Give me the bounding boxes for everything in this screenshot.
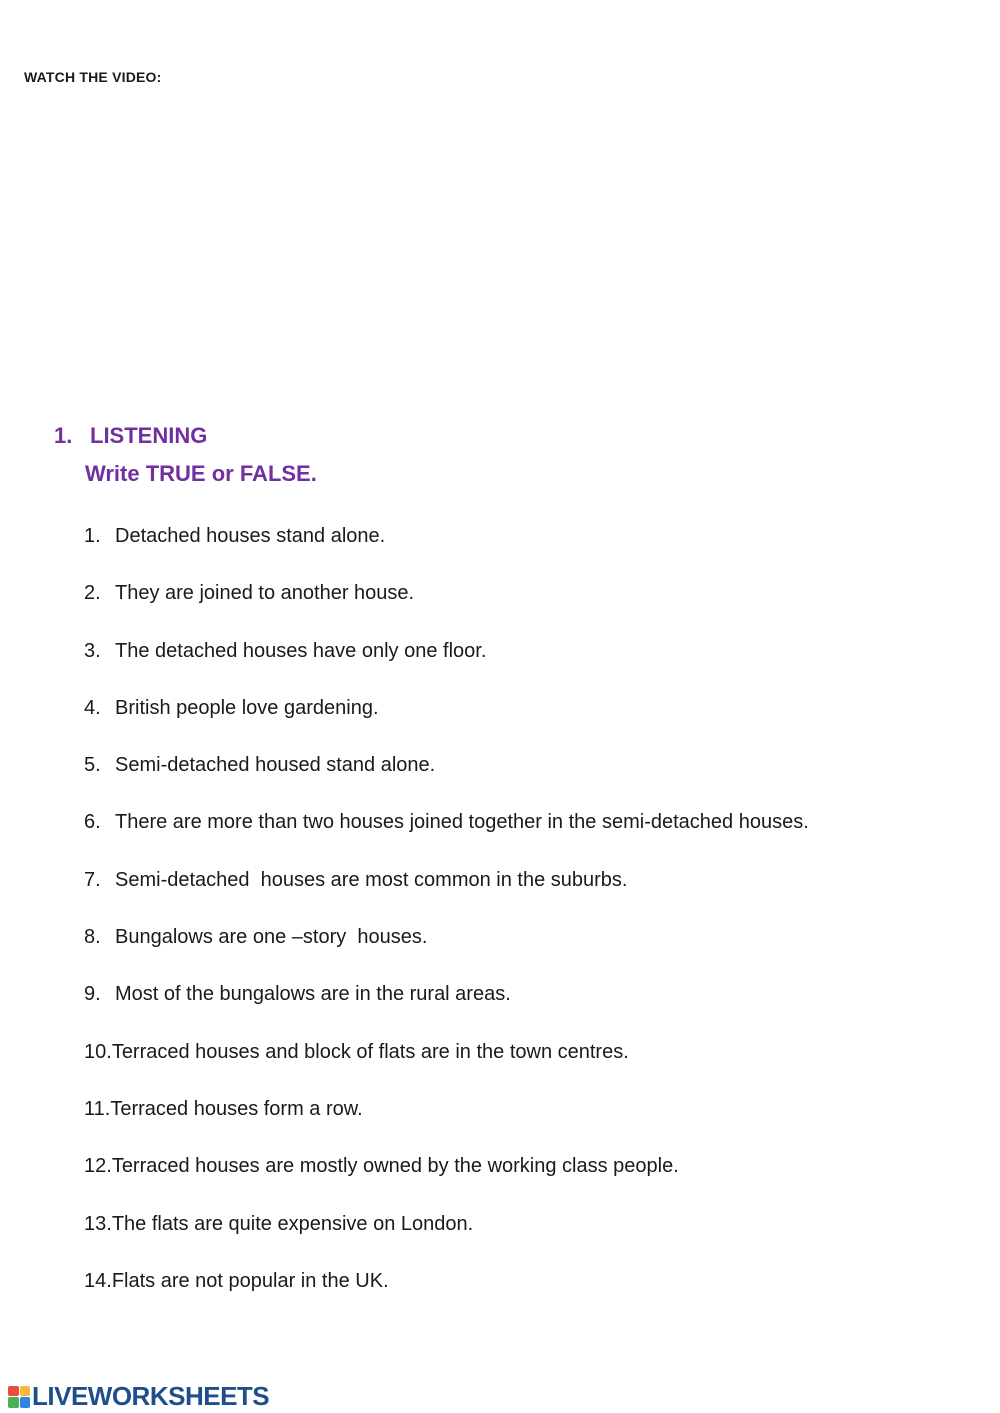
question-list	[84, 523, 809, 1325]
question-number: 7.	[84, 868, 101, 891]
liveworksheets-logo-icon	[8, 1386, 30, 1408]
question-item	[84, 752, 809, 809]
question-text: Detached houses stand alone.	[115, 525, 386, 547]
question-number: 9.	[84, 983, 101, 1006]
video-embed-area[interactable]	[24, 100, 974, 400]
question-number: 5.	[84, 754, 101, 777]
question-text: The flats are quite expensive on London.	[111, 1212, 474, 1235]
section-number: 1.	[54, 423, 73, 448]
question-text: Semi-detached houses are most common in the suburbs.	[115, 868, 628, 891]
question-text: Flats are not popular in the UK.	[111, 1269, 389, 1292]
logo-square-icon	[8, 1386, 19, 1397]
question-number: 3.	[84, 639, 101, 662]
watch-video-label: WATCH THE VIDEO:	[24, 69, 162, 85]
liveworksheets-logo[interactable]	[8, 1381, 269, 1412]
logo-text: LIVEWORKSHEETS	[32, 1381, 270, 1411]
question-number: 11.	[84, 1097, 111, 1120]
question-item	[84, 809, 809, 866]
logo-square-icon	[8, 1397, 19, 1408]
question-text: They are joined to another house.	[115, 582, 415, 605]
question-text: Most of the bungalows are in the rural areas.	[115, 983, 511, 1006]
question-text: The detached houses have only one floor.	[115, 639, 487, 662]
question-item	[84, 523, 809, 580]
section-heading	[54, 423, 207, 449]
question-text: Terraced houses and block of flats are in the town centres.	[111, 1040, 629, 1063]
question-number: 10.	[84, 1040, 112, 1063]
question-item	[84, 1039, 809, 1096]
question-text: Terraced houses are mostly owned by the working class people.	[111, 1155, 679, 1178]
question-number: 8.	[84, 926, 101, 949]
question-text: British people love gardening.	[115, 696, 379, 719]
question-number: 4.	[84, 696, 101, 719]
section-title: LISTENING	[90, 423, 208, 448]
question-item	[84, 1096, 809, 1153]
question-item	[84, 1153, 809, 1210]
question-number: 12.	[84, 1155, 112, 1178]
question-number: 2.	[84, 582, 101, 605]
section-instruction: Write TRUE or FALSE.	[85, 461, 317, 486]
question-item	[84, 1211, 809, 1268]
question-item	[84, 695, 809, 752]
question-number: 1.	[84, 525, 101, 547]
question-item	[84, 924, 809, 981]
logo-square-icon	[20, 1386, 31, 1397]
logo-square-icon	[20, 1397, 31, 1408]
question-text: There are more than two houses joined together in the semi-detached houses.	[115, 811, 809, 834]
question-text: Terraced houses form a row.	[110, 1097, 363, 1120]
question-number: 14.	[84, 1269, 112, 1292]
question-item	[84, 1268, 809, 1325]
question-text: Semi-detached housed stand alone.	[115, 754, 436, 777]
question-number: 6.	[84, 811, 101, 834]
question-item	[84, 638, 809, 695]
question-item	[84, 981, 809, 1038]
question-item	[84, 867, 809, 924]
question-text: Bungalows are one –story houses.	[115, 926, 428, 949]
question-number: 13.	[84, 1212, 112, 1235]
question-item	[84, 580, 809, 637]
